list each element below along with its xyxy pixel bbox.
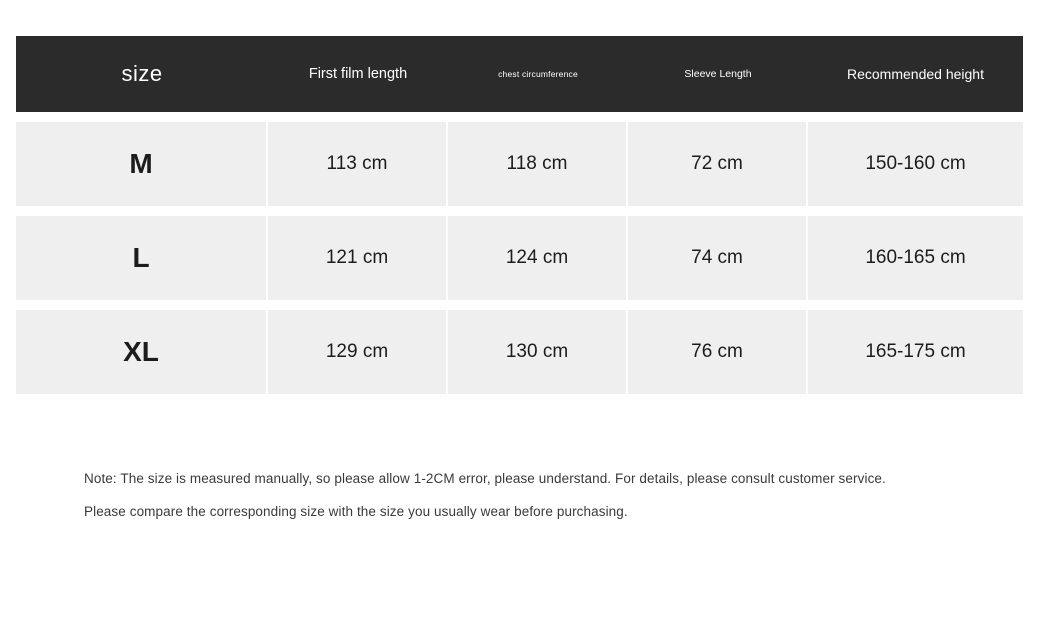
row-spacer: [16, 206, 1023, 216]
column-header-sleeve: Sleeve Length: [628, 36, 808, 112]
column-header-height: Recommended height: [808, 36, 1023, 112]
cell-size: XL: [16, 310, 268, 394]
cell-sleeve: 76 cm: [628, 310, 808, 394]
cell-height: 150-160 cm: [808, 122, 1023, 206]
size-chart-table: [16, 36, 1023, 394]
column-header-chest: chest circumference: [448, 36, 628, 112]
cell-length: 113 cm: [268, 122, 448, 206]
row-spacer: [16, 300, 1023, 310]
table-body: [16, 112, 1023, 394]
cell-length: 121 cm: [268, 216, 448, 300]
column-header-size: size: [16, 36, 268, 112]
cell-chest: 118 cm: [448, 122, 628, 206]
measurement-note: Note: The size is measured manually, so please allow 1-2CM error, please understand. For details, please consult customer service. Please compare the corresponding size with the size you usually wear before purchasing.: [84, 471, 886, 520]
table-row: [16, 216, 1023, 300]
table-row: [16, 310, 1023, 394]
cell-sleeve: 72 cm: [628, 122, 808, 206]
cell-length: 129 cm: [268, 310, 448, 394]
cell-sleeve: 74 cm: [628, 216, 808, 300]
spacer-cell: [16, 300, 1023, 310]
column-header-length: First film length: [268, 36, 448, 112]
table-header-row: [16, 36, 1023, 112]
spacer-cell: [16, 112, 1023, 122]
cell-size: L: [16, 216, 268, 300]
cell-chest: 130 cm: [448, 310, 628, 394]
table-header: [16, 36, 1023, 112]
spacer-cell: [16, 206, 1023, 216]
cell-height: 165-175 cm: [808, 310, 1023, 394]
cell-height: 160-165 cm: [808, 216, 1023, 300]
cell-size: M: [16, 122, 268, 206]
row-spacer: [16, 112, 1023, 122]
table-row: [16, 122, 1023, 206]
cell-chest: 124 cm: [448, 216, 628, 300]
